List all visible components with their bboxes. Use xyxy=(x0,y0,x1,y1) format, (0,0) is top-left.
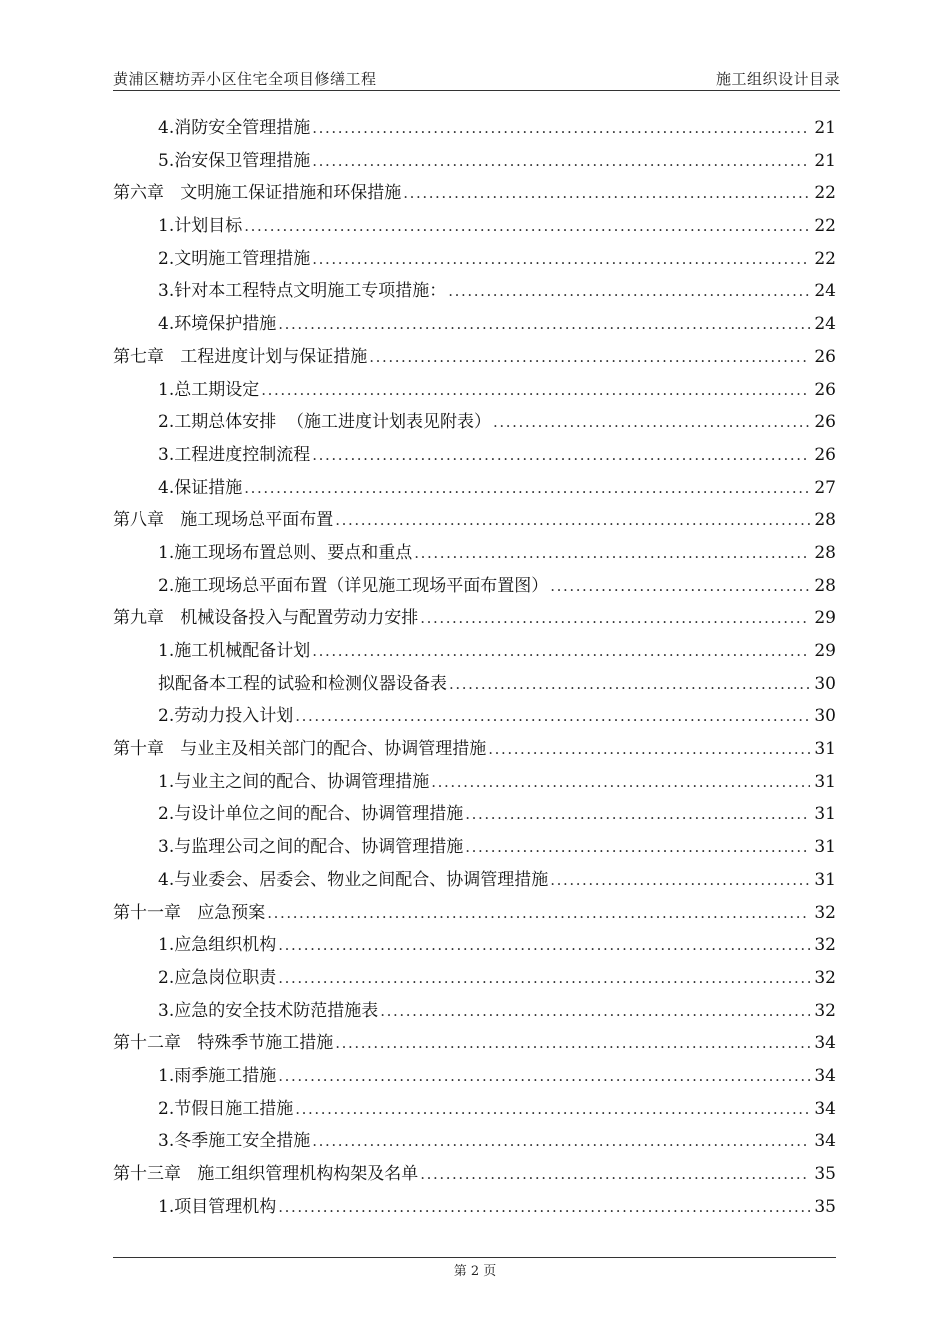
toc-entry-label: 拟配备本工程的试验和检测仪器设备表 xyxy=(158,673,447,694)
toc-entry-label: 第六章 文明施工保证措施和环保措施 xyxy=(113,183,402,204)
page-header xyxy=(113,64,840,91)
toc-entry-page-number: 28 xyxy=(814,575,836,596)
toc-section-entry[interactable] xyxy=(113,210,836,243)
toc-dot-leader xyxy=(312,112,810,145)
toc-dot-leader xyxy=(550,570,810,603)
toc-entry-page-number: 32 xyxy=(814,902,836,923)
footer-divider xyxy=(113,1257,836,1258)
toc-entry-page-number: 32 xyxy=(814,935,836,956)
toc-section-entry[interactable] xyxy=(113,570,836,603)
toc-dot-leader xyxy=(295,1093,810,1126)
toc-section-entry[interactable] xyxy=(113,929,836,962)
toc-entry-page-number: 35 xyxy=(814,1164,836,1184)
toc-dot-leader xyxy=(449,668,810,701)
toc-entry-page-number: 22 xyxy=(814,183,836,204)
toc-entry-page-number: 26 xyxy=(814,412,836,433)
toc-entry-page-number: 28 xyxy=(814,542,836,563)
toc-entry-label: 4.保证措施 xyxy=(158,477,243,498)
toc-section-entry[interactable] xyxy=(113,962,836,995)
toc-dot-leader xyxy=(244,472,810,505)
toc-section-entry[interactable] xyxy=(113,406,836,439)
toc-entry-label: 3.冬季施工安全措施 xyxy=(158,1131,311,1152)
toc-dot-leader xyxy=(414,537,810,570)
toc-section-entry[interactable] xyxy=(113,1125,836,1158)
toc-section-entry[interactable] xyxy=(113,275,836,308)
toc-chapter-entry[interactable] xyxy=(113,504,836,537)
toc-entry-label: 4.与业委会、居委会、物业之间配合、协调管理措施 xyxy=(158,869,549,890)
toc-entry-label: 3.工程进度控制流程 xyxy=(158,444,311,465)
toc-entry-label: 第九章 机械设备投入与配置劳动力安排 xyxy=(113,608,419,629)
header-project-title: 黄浦区糖坊弄小区住宅全项目修缮工程 xyxy=(113,70,377,88)
toc-entry-page-number: 31 xyxy=(814,804,836,825)
toc-entry-label: 4.环境保护措施 xyxy=(158,314,277,335)
toc-dot-leader xyxy=(493,406,810,439)
toc-dot-leader xyxy=(380,995,810,1028)
toc-section-entry[interactable] xyxy=(113,864,836,897)
toc-entry-label: 2.工期总体安排 （施工进度计划表见附表） xyxy=(158,412,492,433)
toc-entry-label: 第十二章 特殊季节施工措施 xyxy=(113,1033,334,1054)
toc-chapter-entry[interactable] xyxy=(113,602,836,635)
toc-section-entry[interactable] xyxy=(113,1060,836,1093)
toc-section-entry[interactable] xyxy=(113,112,836,145)
toc-entry-page-number: 35 xyxy=(814,1196,836,1217)
toc-entry-page-number: 34 xyxy=(814,1131,836,1152)
toc-entry-label: 3.针对本工程特点文明施工专项措施： xyxy=(158,281,447,302)
toc-section-entry[interactable] xyxy=(113,374,836,407)
toc-chapter-entry[interactable] xyxy=(113,897,836,930)
toc-dot-leader xyxy=(335,1027,810,1060)
toc-dot-leader xyxy=(261,374,810,407)
toc-entry-label: 第十章 与业主及相关部门的配合、协调管理措施 xyxy=(113,739,487,760)
toc-dot-leader xyxy=(403,177,810,210)
toc-entry-page-number: 26 xyxy=(814,444,836,465)
toc-dot-leader xyxy=(312,243,810,276)
toc-dot-leader xyxy=(420,602,810,635)
toc-dot-leader xyxy=(312,635,810,668)
toc-entry-page-number: 22 xyxy=(814,248,836,269)
toc-entry-page-number: 29 xyxy=(814,608,836,629)
toc-entry-page-number: 34 xyxy=(814,1098,836,1119)
toc-entry-label: 1.应急组织机构 xyxy=(158,935,277,956)
toc-dot-leader xyxy=(312,145,810,178)
toc-entry-page-number: 31 xyxy=(814,869,836,890)
toc-dot-leader xyxy=(448,275,810,308)
table-of-contents xyxy=(113,112,836,1223)
toc-entry-label: 1.施工机械配备计划 xyxy=(158,641,311,661)
toc-entry-page-number: 31 xyxy=(814,739,836,760)
toc-section-entry[interactable] xyxy=(113,831,836,864)
toc-section-entry[interactable] xyxy=(113,537,836,570)
toc-chapter-entry[interactable] xyxy=(113,1158,836,1191)
toc-entry-page-number: 24 xyxy=(814,314,836,335)
toc-entry-page-number: 31 xyxy=(814,837,836,858)
toc-entry-page-number: 34 xyxy=(814,1033,836,1054)
toc-entry-label: 1.总工期设定 xyxy=(158,379,260,400)
toc-dot-leader xyxy=(488,733,810,766)
toc-dot-leader xyxy=(312,439,810,472)
toc-entry-page-number: 32 xyxy=(814,1000,836,1021)
toc-entry-page-number: 30 xyxy=(814,673,836,694)
toc-entry-page-number: 24 xyxy=(814,281,836,302)
toc-dot-leader xyxy=(465,831,810,864)
toc-entry-page-number: 21 xyxy=(814,118,836,138)
toc-dot-leader xyxy=(369,341,810,374)
toc-section-entry[interactable] xyxy=(113,995,836,1028)
toc-dot-leader xyxy=(278,962,810,995)
toc-dot-leader xyxy=(420,1158,810,1191)
toc-entry-label: 2.文明施工管理措施 xyxy=(158,248,311,269)
toc-entry-label: 3.与监理公司之间的配合、协调管理措施 xyxy=(158,837,464,858)
toc-entry-page-number: 32 xyxy=(814,967,836,988)
toc-section-entry[interactable] xyxy=(113,243,836,276)
toc-chapter-entry[interactable] xyxy=(113,1027,836,1060)
toc-entry-label: 第十三章 施工组织管理机构构架及名单 xyxy=(113,1164,419,1184)
toc-entry-page-number: 26 xyxy=(814,346,836,367)
toc-entry-label: 第八章 施工现场总平面布置 xyxy=(113,510,334,531)
toc-dot-leader xyxy=(465,798,810,831)
toc-entry-label: 2.与设计单位之间的配合、协调管理措施 xyxy=(158,804,464,825)
toc-chapter-entry[interactable] xyxy=(113,177,836,210)
toc-dot-leader xyxy=(278,929,810,962)
toc-entry-label: 5.治安保卫管理措施 xyxy=(158,150,311,171)
toc-section-entry[interactable] xyxy=(113,635,836,668)
toc-entry-label: 4.消防安全管理措施 xyxy=(158,118,311,138)
toc-entry-page-number: 30 xyxy=(814,706,836,727)
toc-entry-label: 1.计划目标 xyxy=(158,216,243,237)
toc-entry-page-number: 26 xyxy=(814,379,836,400)
header-document-title: 施工组织设计目录 xyxy=(715,70,840,88)
toc-dot-leader xyxy=(244,210,810,243)
toc-section-entry[interactable] xyxy=(113,145,836,178)
toc-entry-page-number: 29 xyxy=(814,641,836,661)
toc-entry-label: 2.节假日施工措施 xyxy=(158,1098,294,1119)
toc-section-entry[interactable] xyxy=(113,766,836,799)
toc-dot-leader xyxy=(550,864,810,897)
toc-dot-leader xyxy=(278,1060,810,1093)
toc-entry-page-number: 21 xyxy=(814,150,836,171)
toc-entry-label: 2.施工现场总平面布置（详见施工现场平面布置图） xyxy=(158,575,549,596)
toc-section-entry[interactable] xyxy=(113,1191,836,1224)
toc-entry-page-number: 22 xyxy=(814,216,836,237)
toc-entry-label: 1.雨季施工措施 xyxy=(158,1065,277,1086)
toc-dot-leader xyxy=(278,308,810,341)
toc-entry-label: 2.劳动力投入计划 xyxy=(158,706,294,727)
toc-entry-label: 1.施工现场布置总则、要点和重点 xyxy=(158,542,413,563)
toc-dot-leader xyxy=(295,700,810,733)
toc-section-entry[interactable] xyxy=(113,700,836,733)
toc-dot-leader xyxy=(431,766,810,799)
toc-entry-label: 第十一章 应急预案 xyxy=(113,902,266,923)
toc-entry-page-number: 27 xyxy=(814,477,836,498)
toc-section-entry[interactable] xyxy=(113,308,836,341)
toc-dot-leader xyxy=(312,1125,810,1158)
toc-dot-leader xyxy=(335,504,810,537)
toc-entry-page-number: 28 xyxy=(814,510,836,531)
toc-entry-page-number: 31 xyxy=(814,771,836,792)
toc-entry-page-number: 34 xyxy=(814,1065,836,1086)
toc-section-entry[interactable] xyxy=(113,798,836,831)
toc-dot-leader xyxy=(278,1191,810,1224)
toc-section-entry[interactable] xyxy=(113,439,836,472)
toc-section-entry[interactable] xyxy=(113,668,836,701)
toc-section-entry[interactable] xyxy=(113,472,836,505)
toc-entry-label: 1.项目管理机构 xyxy=(158,1196,277,1217)
toc-entry-label: 2.应急岗位职责 xyxy=(158,967,277,988)
toc-chapter-entry[interactable] xyxy=(113,733,836,766)
page-number: 第 2 页 xyxy=(453,1264,497,1279)
toc-entry-label: 第七章 工程进度计划与保证措施 xyxy=(113,346,368,367)
toc-dot-leader xyxy=(267,897,810,930)
toc-section-entry[interactable] xyxy=(113,1093,836,1126)
toc-entry-label: 1.与业主之间的配合、协调管理措施 xyxy=(158,771,430,792)
toc-entry-label: 3.应急的安全技术防范措施表 xyxy=(158,1000,379,1021)
toc-chapter-entry[interactable] xyxy=(113,341,836,374)
